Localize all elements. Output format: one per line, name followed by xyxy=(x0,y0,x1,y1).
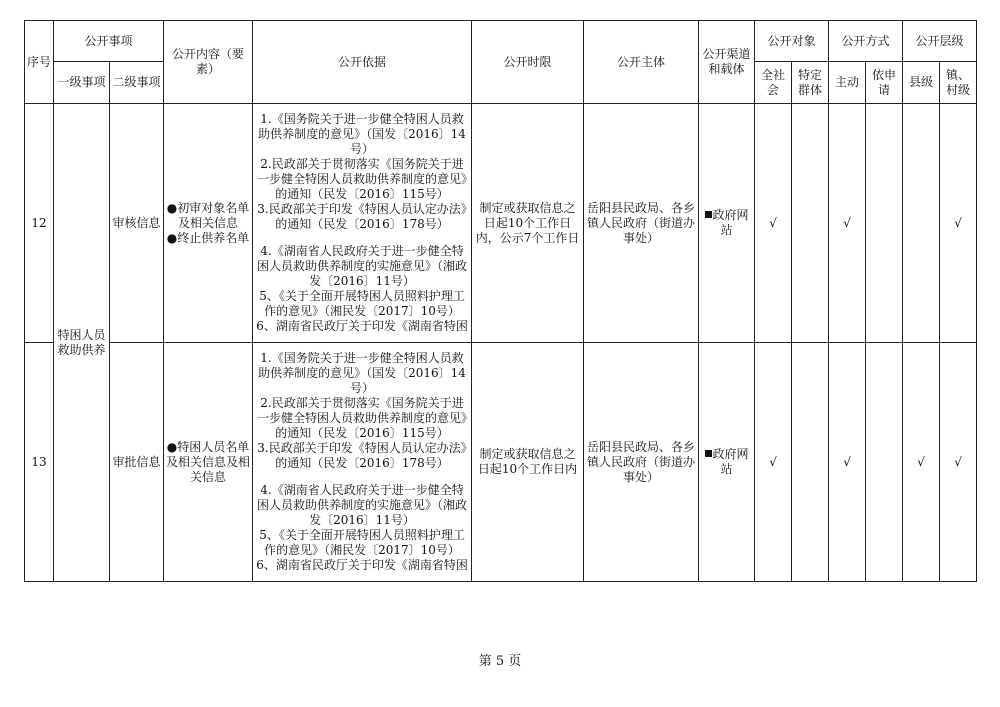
square-bullet-icon xyxy=(705,450,712,457)
header-channel: 公开渠道和载体 xyxy=(699,21,755,104)
header-seq: 序号 xyxy=(25,21,54,104)
row-target-public: √ xyxy=(755,104,792,343)
content-line: ●初审对象名单及相关信息 xyxy=(166,200,250,230)
table-row xyxy=(25,104,977,343)
basis-line: 4.《湖南省人民政府关于进一步健全特困人员救助供养制度的实施意见》（湘政发〔2016〕11号） xyxy=(257,483,468,527)
row-target-specific xyxy=(792,104,829,343)
page-number: 第 5 页 xyxy=(478,654,522,669)
row-time-limit: 制定或获取信息之日起10个工作日内，公示7个工作日 xyxy=(472,104,584,343)
row-level-town: √ xyxy=(940,343,977,582)
row-channel xyxy=(699,343,755,582)
basis-line: 1.《国务院关于进一步健全特困人员救助供养制度的意见》（国发〔2016〕14号） xyxy=(258,351,466,395)
header-level: 公开层级 xyxy=(903,21,977,62)
basis-line: 6、湖南省民政厅关于印发《湖南省特困 xyxy=(256,558,468,572)
row-level-county: √ xyxy=(903,343,940,582)
basis-line: 5、《关于全面开展特困人员照料护理工作的意见》（湘民发〔2017〕10号） xyxy=(259,289,465,318)
row-time-limit: 制定或获取信息之日起10个工作日内 xyxy=(472,343,584,582)
header-time-limit: 公开时限 xyxy=(472,21,584,104)
row-item-l2: 审核信息 xyxy=(110,104,164,343)
row-content xyxy=(164,104,253,343)
header-item: 公开事项 xyxy=(54,21,164,62)
row-level-county xyxy=(903,104,940,343)
row-target-public: √ xyxy=(755,343,792,582)
header-content: 公开内容（要素） xyxy=(164,21,253,104)
header-method: 公开方式 xyxy=(829,21,903,62)
row-seq: 12 xyxy=(25,104,54,343)
row-basis xyxy=(253,343,472,582)
disclosure-table xyxy=(24,20,977,582)
content-line: ●特困人员名单及相关信息及相关信息 xyxy=(166,439,251,484)
row-channel xyxy=(699,104,755,343)
header-basis: 公开依据 xyxy=(253,21,472,104)
row-method-request xyxy=(866,104,903,343)
square-bullet-icon xyxy=(705,211,712,218)
header-method-request: 依申请 xyxy=(866,62,903,104)
header-subject: 公开主体 xyxy=(584,21,699,104)
basis-line: 4.《湖南省人民政府关于进一步健全特困人员救助供养制度的实施意见》（湘政发〔2016〕11号） xyxy=(257,244,468,288)
row-target-specific xyxy=(792,343,829,582)
channel-label: 政府网站 xyxy=(712,208,749,237)
basis-line: 2.民政部关于贯彻落实《国务院关于进一步健全特困人员救助供养制度的意见》的通知（民发〔2016〕115号） xyxy=(257,157,468,201)
header-level-town: 镇、村级 xyxy=(940,62,977,104)
row-method-active: √ xyxy=(829,104,866,343)
basis-line: 2.民政部关于贯彻落实《国务院关于进一步健全特困人员救助供养制度的意见》的通知（民发〔2016〕115号） xyxy=(257,396,468,440)
content-line: ●终止供养名单 xyxy=(166,230,250,245)
header-target: 公开对象 xyxy=(755,21,829,62)
basis-line: 3.民政部关于印发《特困人员认定办法》的通知（民发〔2016〕178号） xyxy=(257,202,467,231)
basis-line: 5、《关于全面开展特困人员照料护理工作的意见》（湘民发〔2017〕10号） xyxy=(259,528,465,557)
basis-line: 3.民政部关于印发《特困人员认定办法》的通知（民发〔2016〕178号） xyxy=(257,441,467,470)
header-method-active: 主动 xyxy=(829,62,866,104)
basis-line: 6、湖南省民政厅关于印发《湖南省特困 xyxy=(256,319,468,333)
row-item-l2: 审批信息 xyxy=(110,343,164,582)
row-subject: 岳阳县民政局、各乡镇人民政府（街道办事处） xyxy=(584,104,699,343)
row-basis xyxy=(253,104,472,343)
header-level-county: 县级 xyxy=(903,62,940,104)
row-method-request xyxy=(866,343,903,582)
channel-label: 政府网站 xyxy=(712,447,749,476)
header-item-l1: 一级事项 xyxy=(54,62,110,104)
row-level-town: √ xyxy=(940,104,977,343)
header-item-l2: 二级事项 xyxy=(110,62,164,104)
row-subject: 岳阳县民政局、各乡镇人民政府（街道办事处） xyxy=(584,343,699,582)
row-method-active: √ xyxy=(829,343,866,582)
header-target-public: 全社会 xyxy=(755,62,792,104)
row-seq: 13 xyxy=(25,343,54,582)
row-content xyxy=(164,343,253,582)
basis-line: 1.《国务院关于进一步健全特困人员救助供养制度的意见》（国发〔2016〕14号） xyxy=(258,112,466,156)
table-row xyxy=(25,343,977,582)
header-target-specific: 特定群体 xyxy=(792,62,829,104)
level1-item: 特困人员救助供养 xyxy=(54,104,110,582)
